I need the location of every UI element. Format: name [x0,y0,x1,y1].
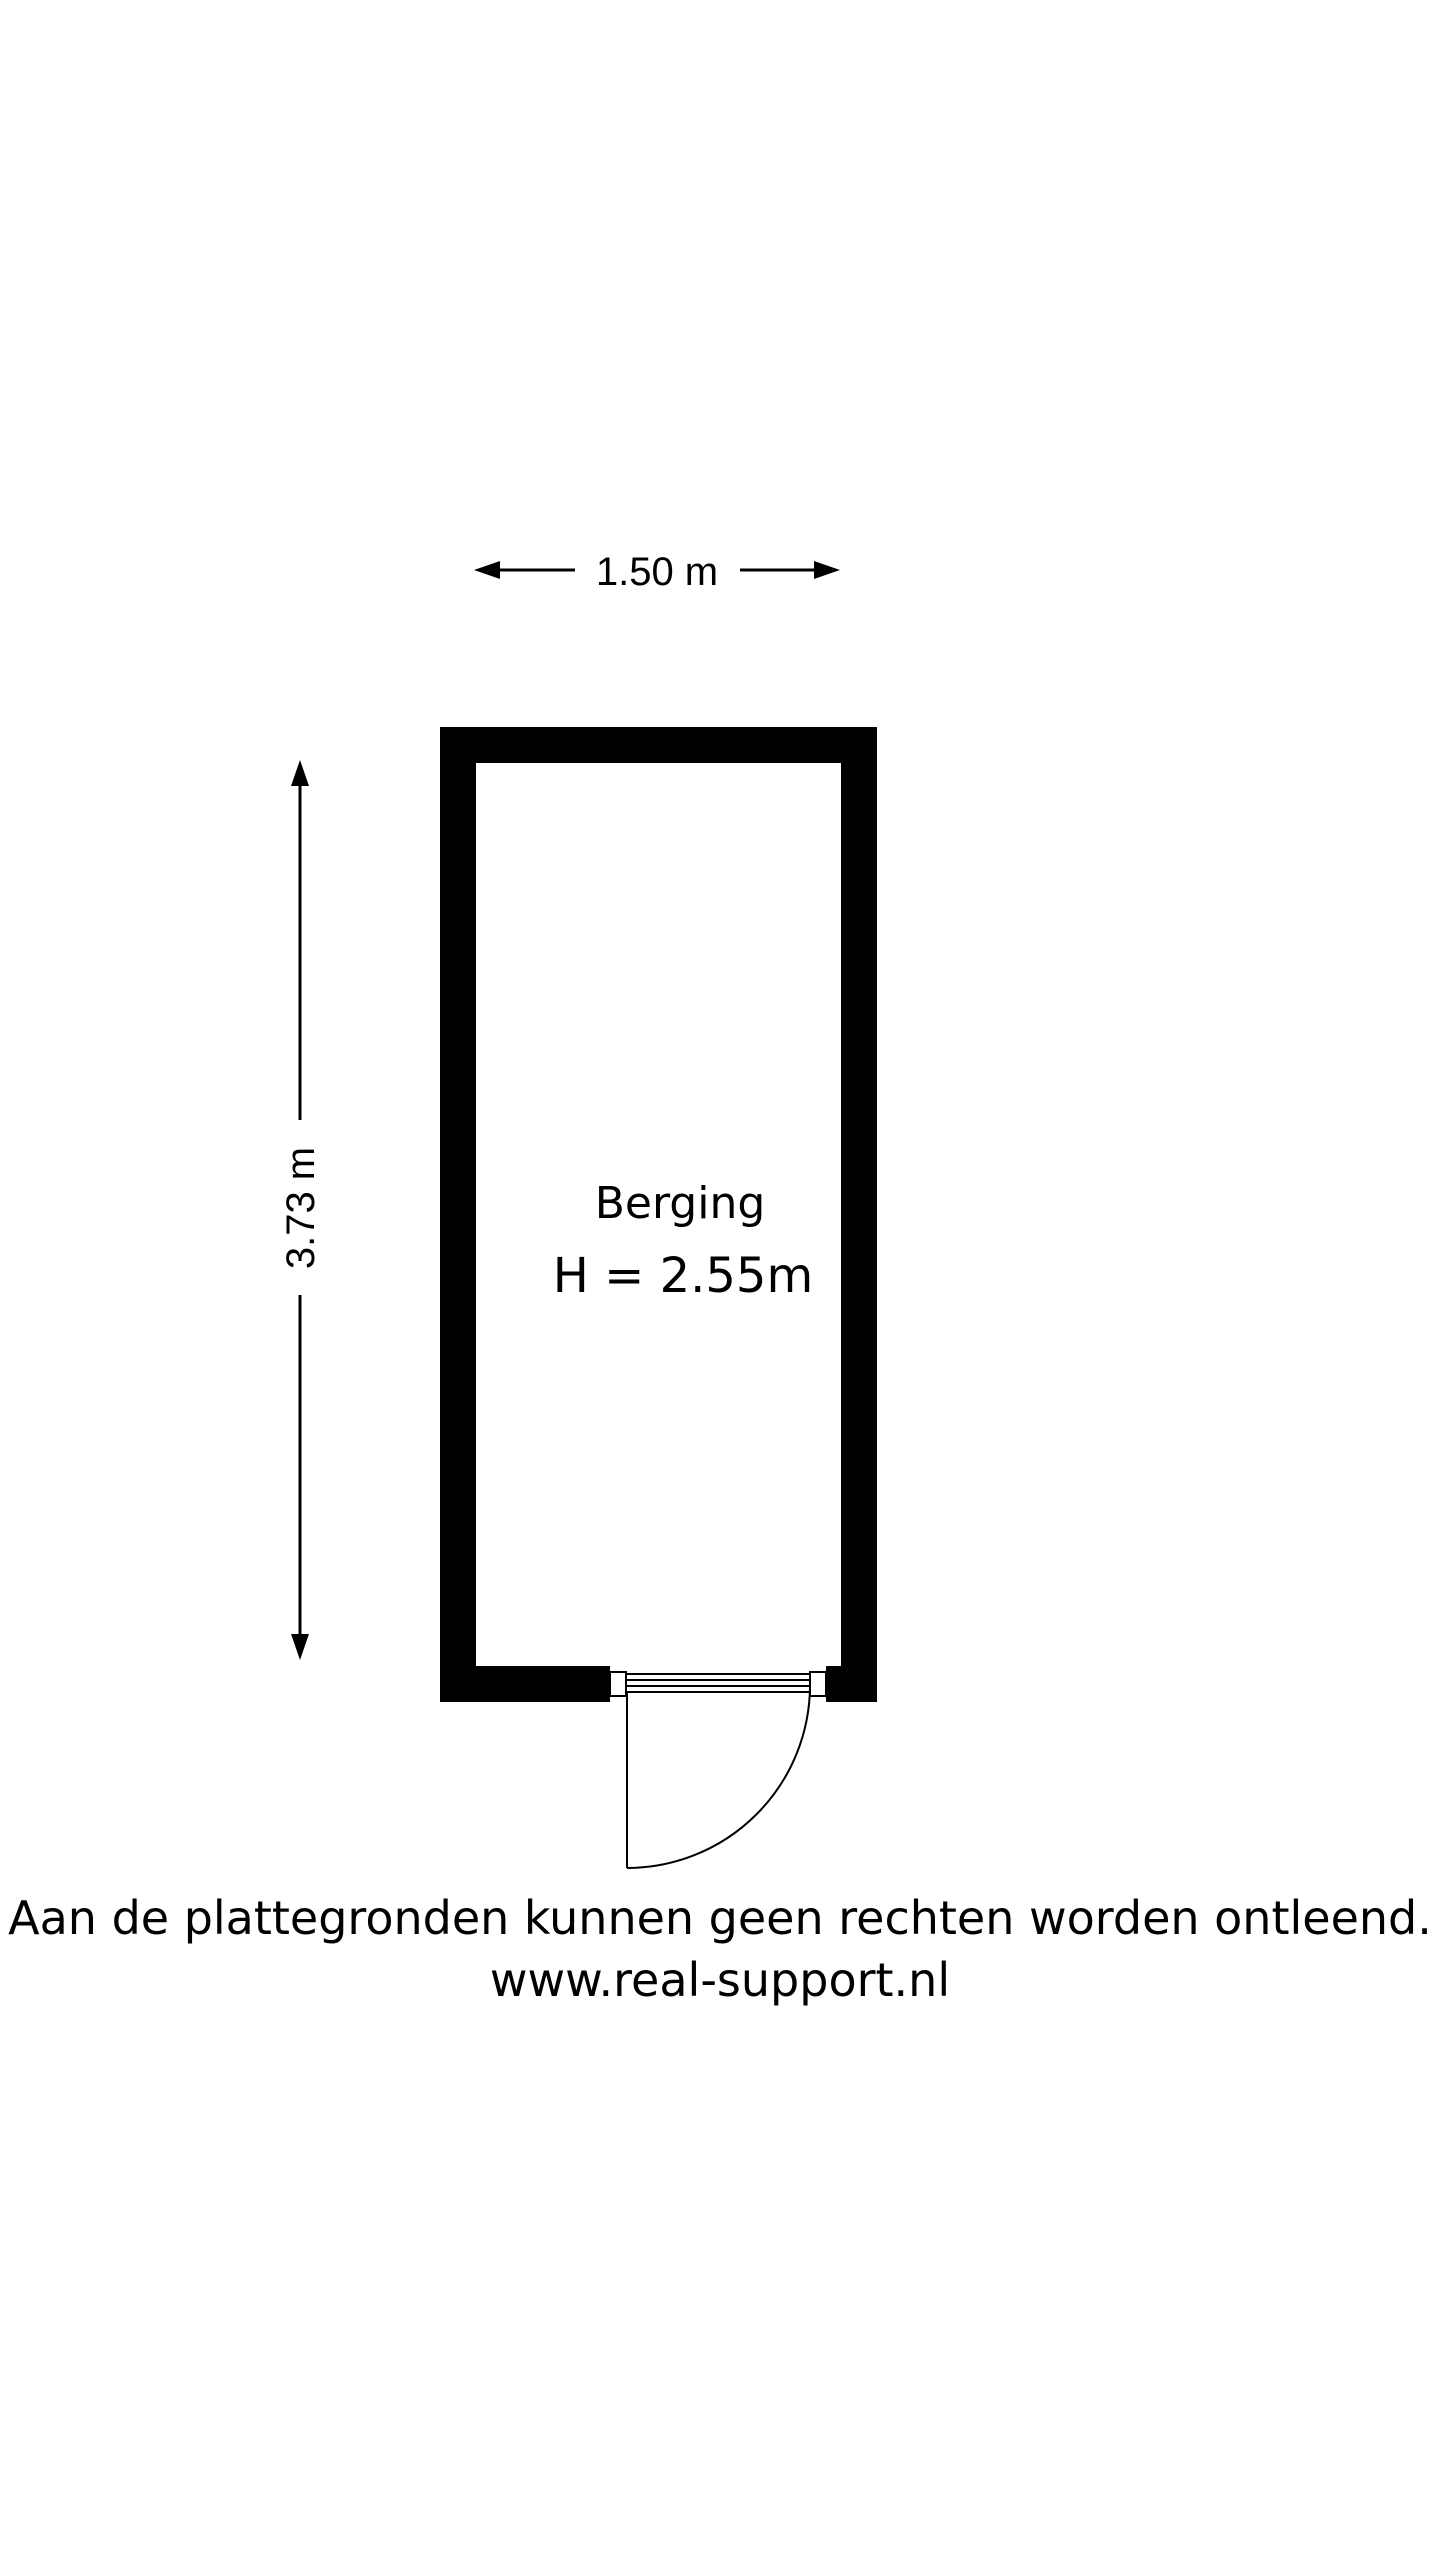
room-height: H = 2.55m [552,1248,814,1304]
wall-right [841,727,877,1702]
wall-left [440,727,476,1702]
door [610,1672,826,1868]
door-jamb-right [810,1672,826,1696]
width-dimension-label: 1.50 m [595,550,719,594]
length-arrowhead-bottom [291,1634,309,1660]
wall-bottom-right [826,1666,877,1702]
door-swing-arc [627,1686,810,1868]
door-jamb-left [610,1672,626,1696]
room-name: Berging [594,1178,766,1229]
length-dimension-label: 3.73 m [279,1146,323,1270]
width-arrowhead-left [474,561,500,579]
length-dimension [279,760,323,1660]
wall-bottom-left [440,1666,610,1702]
width-dimension [474,550,840,594]
width-arrowhead-right [814,561,840,579]
room-label [553,1178,813,1304]
website-url: www.real-support.nl [489,1953,951,2007]
length-arrowhead-top [291,760,309,786]
wall-top [440,727,877,763]
disclaimer-text: Aan de plattegronden kunnen geen rechten worden ontleend. [8,1891,1432,1945]
